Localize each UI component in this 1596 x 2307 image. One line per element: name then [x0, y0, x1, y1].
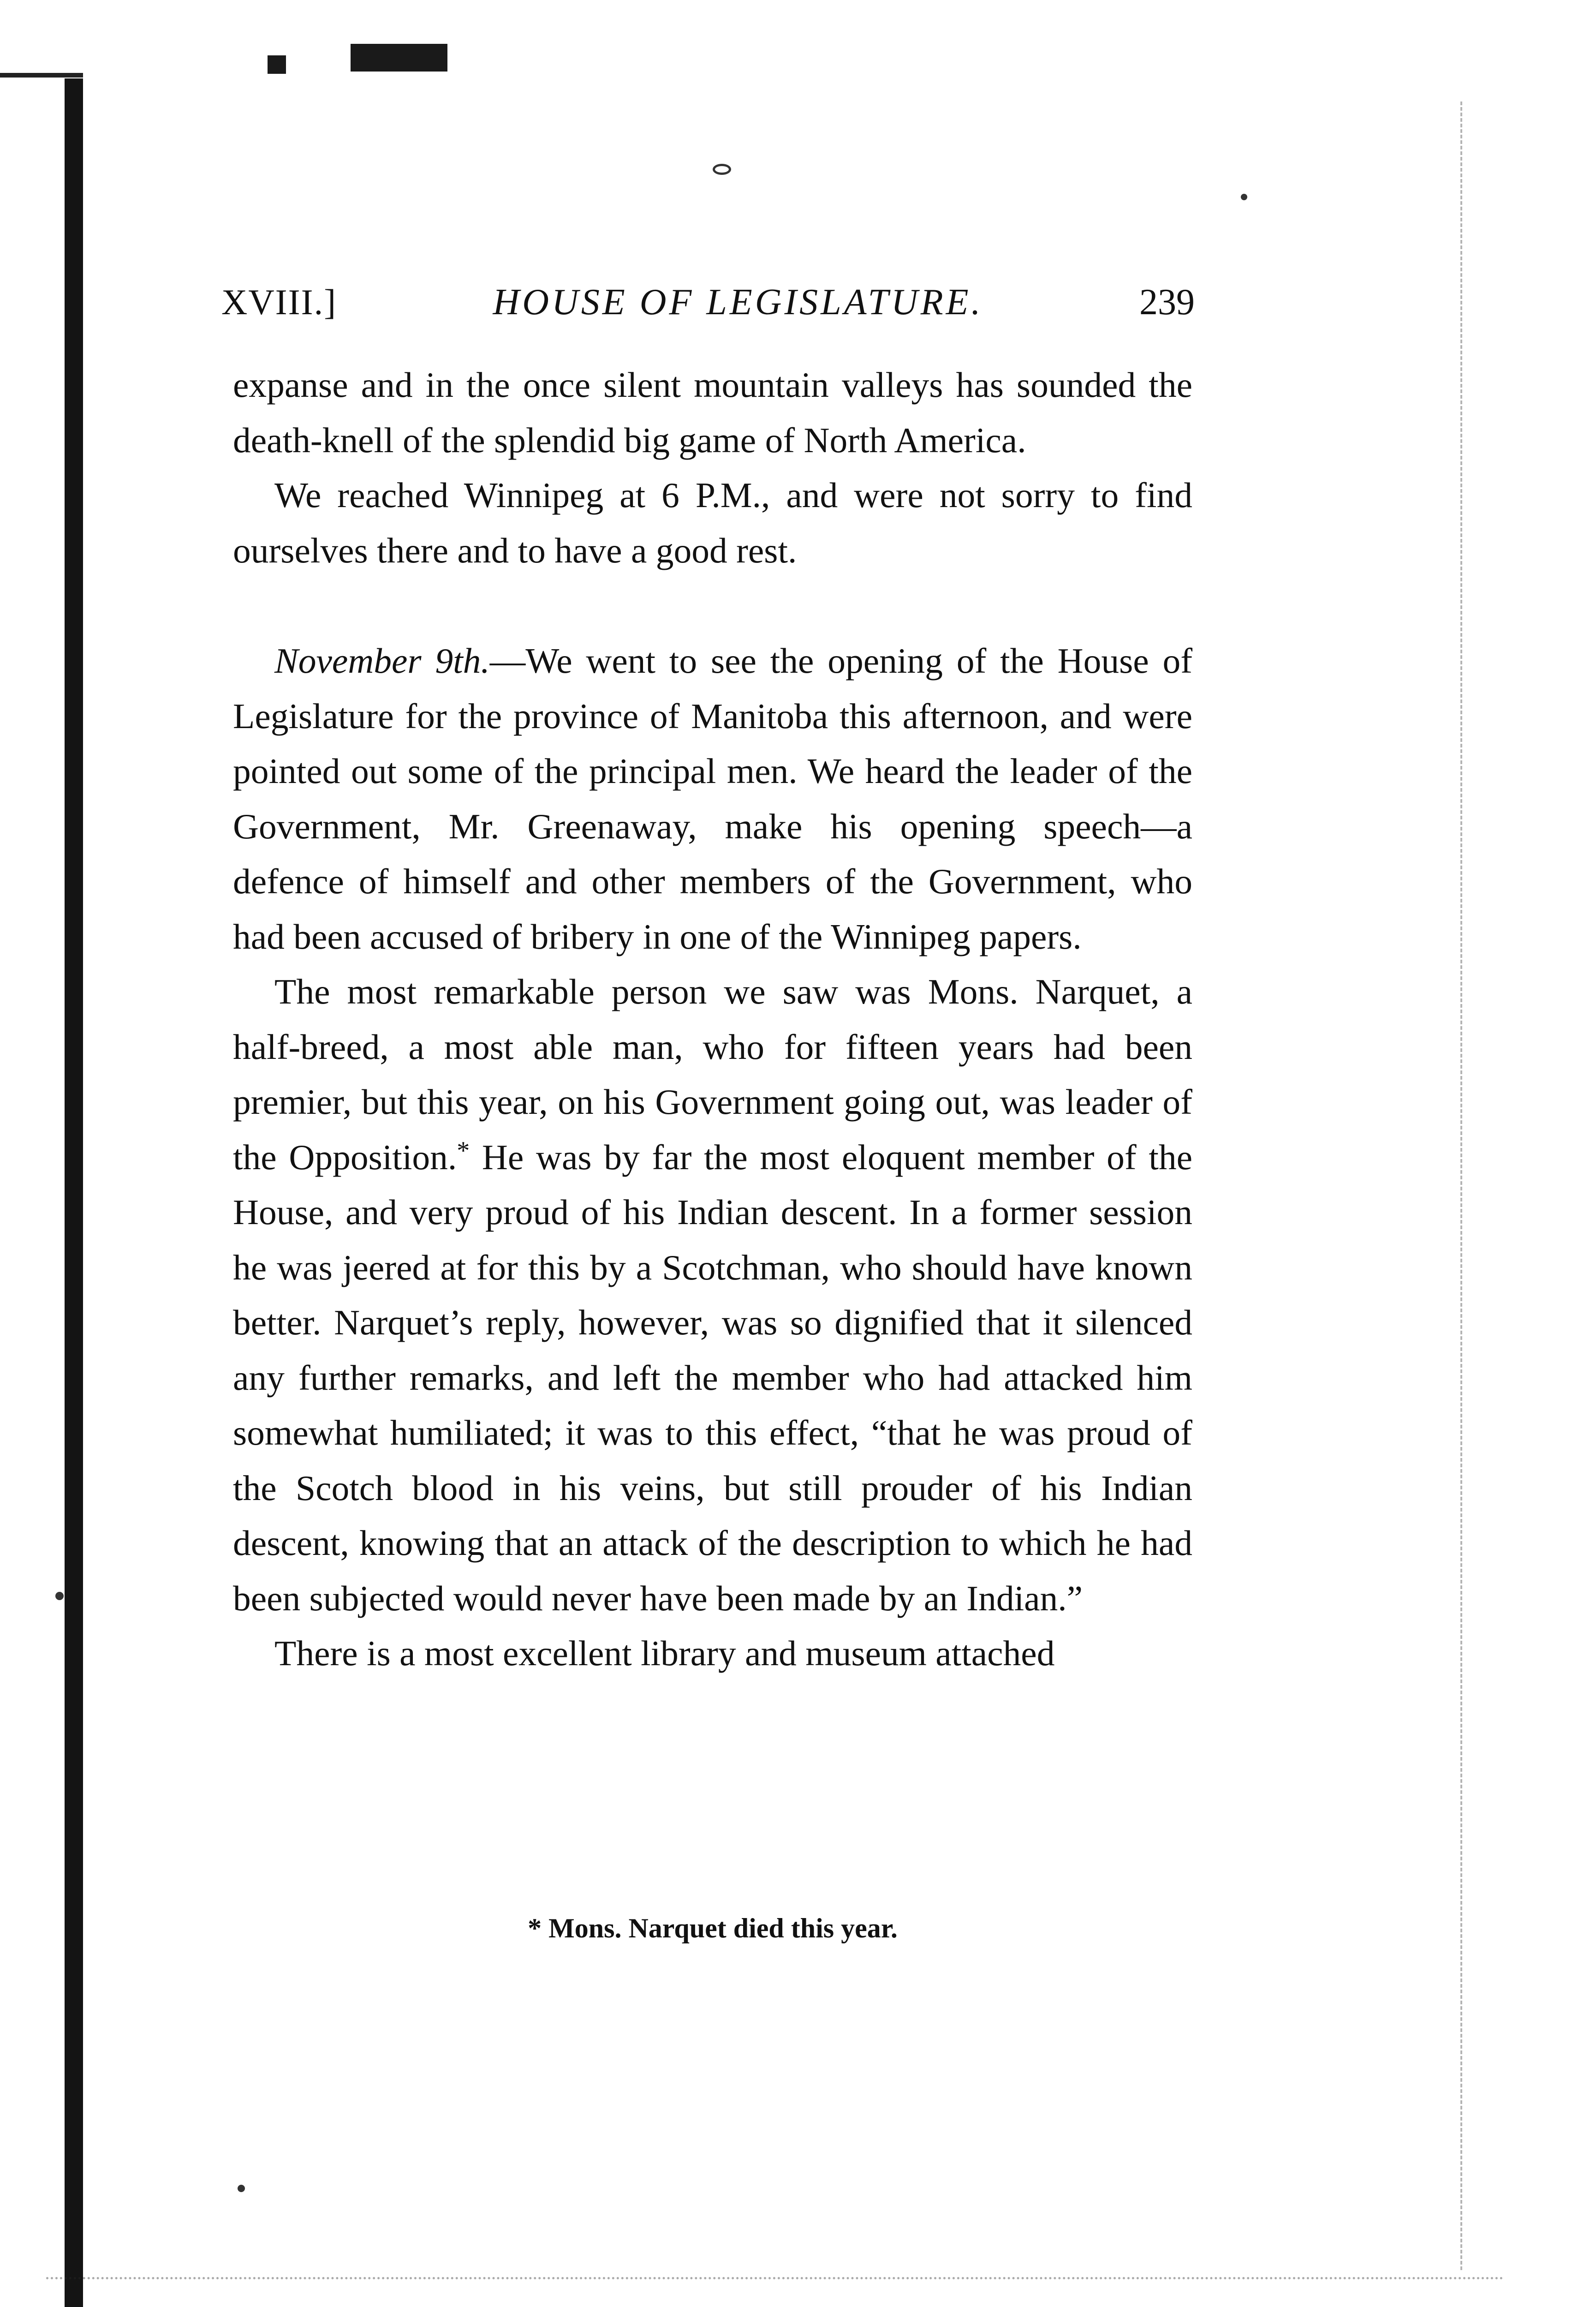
binding-edge [65, 78, 83, 2307]
paragraph-3 [233, 634, 1192, 964]
chapter-marker: XVIII.] [221, 282, 337, 322]
time-abbrev: P.M. [695, 475, 761, 515]
paragraph-3-text: —We went to see the opening of the House of Legislature for the province of Manitoba this afternoon, and were pointed out some of the principal men. We heard the leader of the Government, Mr. Greenaway, make his opening speech—a defence of himself and other members of the Government, who had been accused of bribery in one of the Winnipeg papers. [233, 641, 1193, 956]
scan-bottom-noise [46, 2277, 1504, 2282]
paragraph-1: expanse and in the once silent mountain valleys has sounded the death-knell of the splendid big game of North America. [233, 365, 1192, 460]
paragraph-2-text-b: , and were not sorry to find ourselves there and to have a good rest. [233, 475, 1192, 570]
scan-margin-noise [1460, 102, 1481, 2270]
scan-smudge [351, 44, 447, 72]
scan-speck [1241, 194, 1247, 200]
running-title: HOUSE OF LEGISLATURE. [493, 281, 983, 323]
entry-date: November 9th. [274, 641, 490, 681]
scan-speck [713, 164, 731, 175]
page-number: 239 [1139, 281, 1195, 323]
paragraph-4-text-a: The most remarkable person we saw was Mons. Narquet, a half-breed, a most able man, who for fifteen years had been premier, but this year, on his Government going out, was leader of the Opposition. [233, 972, 1192, 1177]
paragraph-4 [233, 964, 1192, 1626]
paragraph-2-text-a: We reached Winnipeg at 6 [274, 475, 696, 515]
footnote-mark: * [528, 1913, 542, 1943]
footnote-text: Mons. Narquet died this year. [548, 1913, 898, 1943]
running-header [221, 277, 1195, 328]
paragraph-4-text-b: He was by far the most eloquent member of the House, and very proud of his Indian descent. In a former session he was jeered at for this by a Scotchman, who should have known better. Narquet’s reply, however, was so dignified that it silenced any further remarks, and left the member who had attacked him somewhat humiliated; it was to this effect, “that he was proud of the Scotch blood in his veins, but still prouder of his Indian descent, knowing that an attack of the description to which he had been subjected would never have been made by an Indian.” [233, 1137, 1193, 1618]
paragraph-2 [233, 468, 1192, 578]
scan-top-rule [0, 73, 83, 78]
body-text [233, 358, 1192, 1681]
scan-speck [55, 1592, 64, 1600]
footnote-reference: * [457, 1136, 470, 1165]
scan-smudge [268, 55, 286, 74]
scan-speck [238, 2185, 245, 2192]
footnote [233, 1913, 1192, 1944]
paragraph-5: There is a most excellent library and museum attached [274, 1633, 1055, 1673]
